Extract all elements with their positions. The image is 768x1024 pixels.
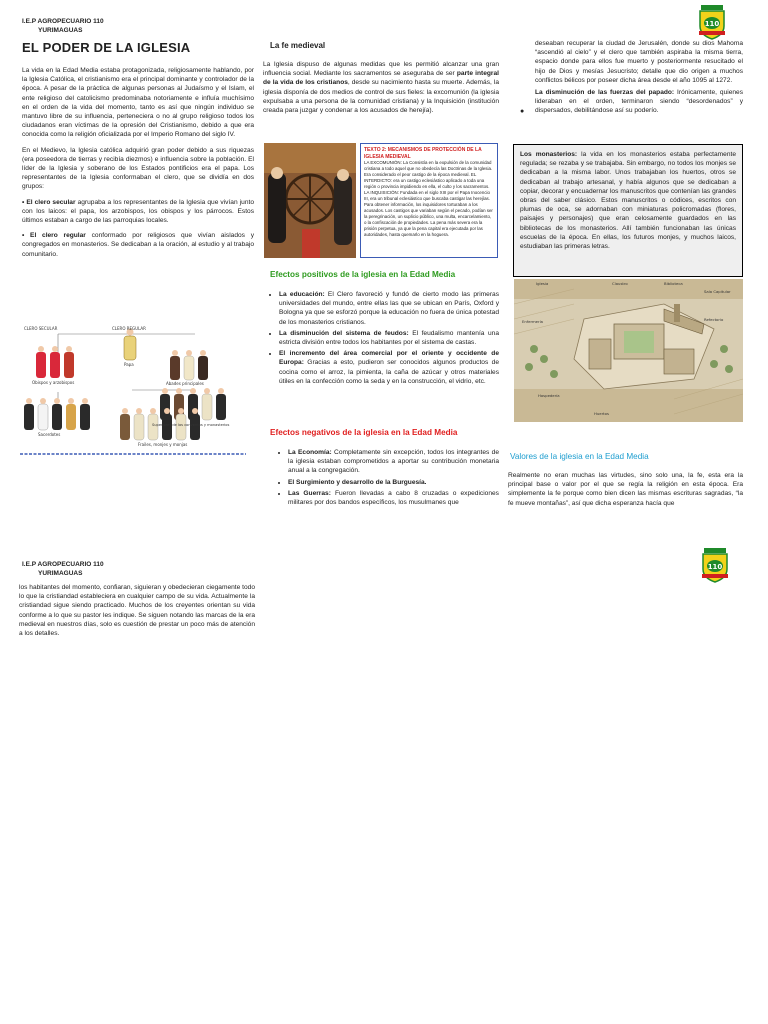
- negative-item-guerras: • Las Guerras: Fueron llevadas a cabo 8 cruzadas o expediciones militares por dos bandos específicos, los musulmanes que: [288, 489, 499, 507]
- clergy-diagram-figure: [20, 322, 246, 456]
- map-label-huertos: Huertos: [594, 411, 609, 416]
- protection-body: LA EXCOMUNIÓN: La Consistía en la expulsión de la comunidad cristiana a todo aquel que no obedecía las Doctrinas de la Iglesia. Era considerado el peor castigo de la época medieval. EL INTERDICTO: era un castigo eclesiástico aplicado a toda una región o provincia impidiendo en ella, el culto y los sacramentos. LA INQUISICIÓN: Fundada en el siglo XIII por el Papa Inocencio III, era un tribunal eclesiástico que buscaba castigar las herejías. Para obtener información, los inquisidores torturaban a los acusados. Los castigos que variaban según el pecado, podían ser la peregrinación, un suplicio público, una multa, encarcelamiento, o la confiscación de propiedades. La pena más severa era la prisión perpetua, ya que la pena capital era ejecutada por las autoridades, hasta quemarlo en la hoguera.: [364, 160, 493, 237]
- abbot-figures: [170, 350, 208, 380]
- inquisition-illustration: [264, 143, 356, 258]
- map-label-hospederia: Hospedería: [538, 393, 560, 398]
- label-papa: Papa: [124, 362, 134, 367]
- inquisition-image: [264, 143, 356, 258]
- label-abades: Abades principales: [166, 381, 204, 386]
- school-badge-page2: [700, 547, 730, 588]
- faith-section: [263, 60, 499, 121]
- regular-clergy-label: • El clero regular: [22, 232, 86, 240]
- bishop-figures: [36, 346, 74, 378]
- page-title: EL PODER DE LA IGLESIA: [22, 40, 191, 55]
- faith-heading: La fe medieval: [270, 41, 326, 50]
- map-label-sala: Sala Capitular: [704, 289, 731, 294]
- crusades-continuation: deseaban recuperar la ciudad de Jerusalén, donde su dios Mahoma “ascendió al cielo” y el clero que también aspiraba la misma tierra, espacio donde para ellos fue muerto y posteriormente resucitado el hijo de Dios y mesías Jesucristo; detalle que dio origen a muchos conflictos bélicos por poseer dicha área desde el año 1095 al 1272.: [535, 40, 743, 84]
- label-obispos: Obispos y arzobispos: [32, 380, 75, 385]
- map-label-refectorio: Refectorio: [704, 317, 724, 322]
- secular-clergy: [22, 198, 254, 226]
- faith-paragraph: La Iglesia dispuso de algunas medidas que les permitió alcanzar una gran influencia social. Mediante los sacramentos se aseguraba de ser parte integral de la vida de los cristianos, desde su nacimiento hasta su muerte. Además, la iglesia disponía de dos medios de control de sus fieles: la excomunión (la iglesia expulsaba a una persona de la comunidad cristiana) y la Inquisición (institución creada para juzgar y condenar a los acusados de herejía).: [263, 61, 500, 115]
- papacy-bullet-dot: ●: [520, 108, 525, 115]
- label-secular: CLERO SECULAR: [24, 326, 58, 331]
- map-label-enfermeria: Enfermería: [522, 319, 543, 324]
- school-name-page2: I.E.P AGROPECUARIO 110: [22, 561, 104, 568]
- school-badge-icon-page2: [700, 547, 730, 583]
- map-label-claustro: Claustro: [612, 281, 628, 286]
- negative-heading: Efectos negativos de la iglesia en la Edad Media: [270, 428, 458, 437]
- column-3: [535, 39, 743, 118]
- monastery-map: [514, 279, 743, 422]
- badge-number-page2: 110: [707, 563, 723, 571]
- school-header-page2: [22, 560, 104, 578]
- page2-section: [19, 583, 255, 644]
- map-label-iglesia: Iglesia: [536, 281, 549, 286]
- secular-clergy-label: • El clero secular: [22, 198, 76, 206]
- map-label-biblioteca: Biblioteca: [664, 281, 683, 286]
- secular-clergy-text: agrupaba a los representantes de la Iglesia que vivían junto con los laicos: el papa, los arzobispos, los obispos y los párrocos. Estos últimos estaban a cargo de las parroquias locales.: [22, 198, 254, 225]
- monastery-map-image: [514, 279, 743, 422]
- values-paragraph: Realmente no eran muchas las virtudes, sino solo una, la fe, esta era la principal base o valor por el que se regía la religión en esta época. Era simplemente la fe porque como bien dicen las mismas escrituras sagradas, “la fe mueve montañas”, así que dicha esperanza hacía que: [508, 472, 743, 507]
- negative-item-burguesia: • El Surgimiento y desarrollo de la Burguesía.: [288, 478, 499, 487]
- positive-heading: Efectos positivos de la iglesia en la Edad Media: [270, 270, 456, 279]
- positive-item-feudos: • La disminución del sistema de feudos: El feudalismo mantenía una estricta división entre todos los habitantes por el sistema de castas.: [279, 329, 499, 347]
- badge-number: 110: [704, 20, 720, 28]
- label-superiores: Superiores de los conventos y monasterios: [152, 423, 230, 427]
- monasteries-label: Los monasterios:: [520, 151, 578, 158]
- school-badge-icon: [697, 4, 727, 40]
- negative-list: [272, 448, 499, 509]
- positive-item-comercio: • El incremento del área comercial por el oriente y occidente de Europa: Gracias a esto, pudieron ser conocidos algunos productos de cocina como el arroz, la pimienta, la caña de azúcar y otros materiales útiles en la confección como la seda y en la construcción, el vidrio, etc.: [279, 349, 499, 386]
- school-city: YURIMAGUAS: [38, 27, 83, 34]
- pope-figure: [124, 329, 136, 361]
- clergy-diagram: [20, 322, 246, 456]
- label-regular: CLERO REGULAR: [112, 326, 146, 331]
- page2-paragraph: los habitantes del momento, confiaran, siguieran y obedecieran ciegamente todo lo que la cristiandad estableciera en cualquier campo de su vida. Actualmente la cristiandad sigue siendo practicado. Muchos de los creyentes orientan su vida conforme a lo que su pastor les indique. Se siguen notando las marcas de la era medieval en nuestros días, solo es cuestión de prestar un poco más de atención a los detalles.: [19, 584, 255, 638]
- positive-list: [263, 290, 499, 388]
- school-name: I.E.P AGROPECUARIO 110: [22, 18, 104, 25]
- intro-paragraph: La vida en la Edad Media estaba protagonizada, religiosamente hablando, por la Iglesia Católica, el cristianismo era el principal dominante y controlador de la época. A pesar de la práctica de algunas personas al Judaísmo y el Islam, el ente religioso del catolicismo predominaba notoriamente e influía muchísimo en el orden de la vida del momento, tanto es así que ningún individuo se mantuvo libre de su influencia, perteneciera o no al grupo religioso todos los ciudadanos eran víctimas de la opresión del Cristianismo, debido a que era conocida como la religión oficializada por el Imperio Romano del siglo IV.: [22, 67, 254, 139]
- priest-figures: [24, 398, 90, 430]
- school-city-page2: YURIMAGUAS: [38, 570, 83, 577]
- label-frailes: Frailes, monjes y monjas: [138, 442, 188, 447]
- power-paragraph: En el Medievo, la Iglesia católica adquirió gran poder debido a sus riquezas (era poseedora de tierras y recibía diezmos) e influencia sobre la población. El líder de la Iglesia y soberano de los Estados pontificios era el papa. Los representantes de la Iglesia conformaban el clero, que se dividía en dos grupos:: [22, 146, 254, 191]
- school-header: [22, 17, 104, 35]
- papacy-item: La disminución de las fuerzas del papado: Irónicamente, quienes lideraban en el orden, terminaron siendo “desordenados” y dispersados, debilitándose así su poderío.: [535, 89, 743, 115]
- protection-textbox: [360, 143, 498, 258]
- negative-item-economia: • La Economía: Completamente sin excepción, todos los integrantes de la iglesia estaban comprometidos a aportar su contribución monetaria anual a la congregación.: [288, 448, 499, 476]
- column-1: [22, 66, 254, 265]
- monasteries-text: la vida en los monasterios estaba perfectamente regulada; se rezaba y se trabajaba. Sin embargo, no todos los monjes se dedicaban a la misma labor. Unos trabajaban los huertos, otros se dedicaban al trabajo artesanal, y había algunos que se dedicaban a copiar, decorar y encuadernar los manuscritos que contenían las grandes obras del saber clásico. Estos manuscritos o códices, escritos con plumas de oca, se adornaban con miniaturas policromadas (flores, paisajes y personajes) que eran celosamente guardados en las bibliotecas de los monasterios. Allí también funcionaban las únicas escuelas de la época. En ellas, los futuros monjes, y muchos laicos, estudiaban las primeras letras.: [520, 151, 736, 251]
- monasteries-box: [513, 144, 743, 277]
- label-sacerdotes: Sacerdotes: [38, 432, 61, 437]
- protection-title: TEXTO 2: MECANISMOS DE PROTECCIÓN DE LA IGLESIA MEDIEVAL: [364, 147, 482, 160]
- values-section: [508, 471, 743, 514]
- values-heading: Valores de la iglesia en la Edad Media: [510, 452, 649, 461]
- regular-clergy: [22, 231, 254, 259]
- positive-item-education: • La educación: El Clero favoreció y fundó de cierto modo las primeras universidades del mundo, entre ellas las que se ubican en París, Oxford y Bologna ya que se esforzó porque la educación no fuera de única potestad de los monasterios cristianos.: [279, 290, 499, 327]
- regular-clergy-text: conformado por religiosos que vivían aislados y congregados en monasterios. Se dedicaban a la oración, al estudio y al trabajo comunitario.: [22, 232, 254, 258]
